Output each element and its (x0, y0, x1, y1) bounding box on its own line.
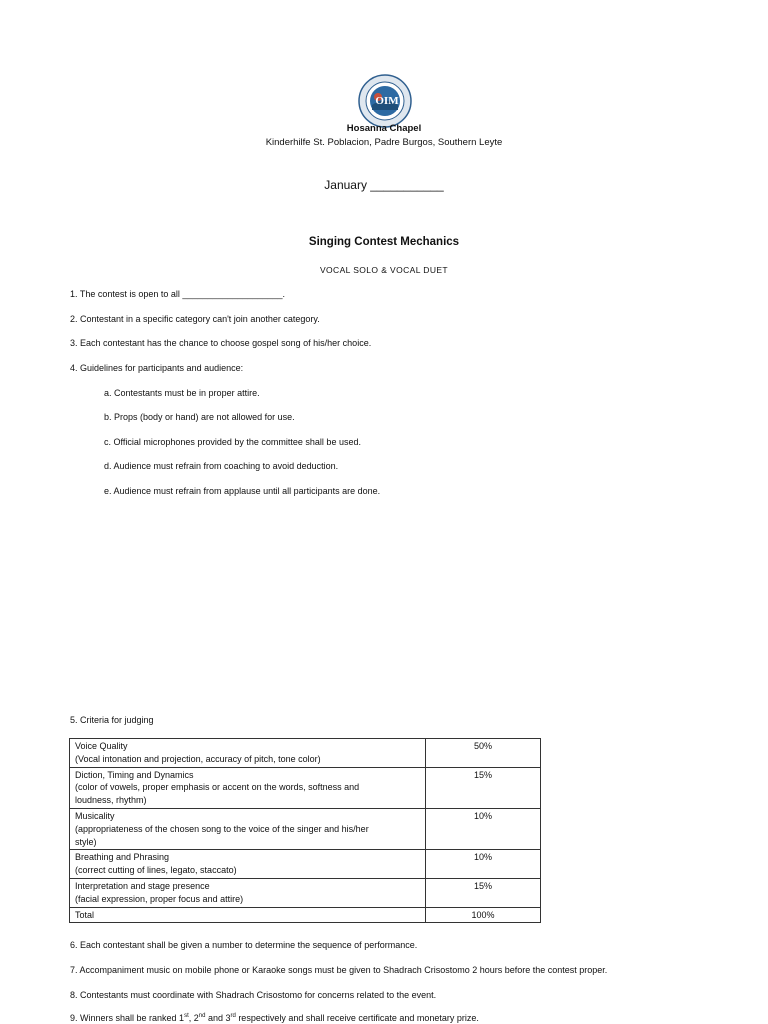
table-row (70, 739, 541, 768)
guideline-item: d. Audience must refrain from coaching to avoid deduction. (104, 461, 339, 471)
criterion-name: Musicality (75, 810, 115, 821)
date-line: January ___________ (324, 178, 444, 192)
rule-item: 7. Accompaniment music on mobile phone or Karaoke songs must be given to Shadrach Crisostomo 2 hours before the contest proper. (70, 965, 608, 975)
ordinal-suffix: nd (198, 1013, 206, 1019)
criterion-weight: 10% (426, 850, 541, 879)
criterion-cell (70, 850, 426, 879)
criteria-table (69, 738, 541, 923)
rule-9-prefix: 9. Winners shall be ranked 1 (70, 1013, 185, 1023)
guideline-item: c. Official microphones provided by the committee shall be used. (104, 437, 361, 447)
criterion-detail: loudness, rhythm) (75, 795, 147, 806)
rule-item: 3. Each contestant has the chance to choose gospel song of his/her choice. (70, 338, 372, 348)
table-row (70, 850, 541, 879)
rule-item: 4. Guidelines for participants and audience: (70, 363, 244, 373)
guideline-item: a. Contestants must be in proper attire. (104, 388, 260, 398)
criterion-weight: 15% (426, 767, 541, 808)
rule-item-9 (70, 1013, 479, 1023)
criterion-name: Interpretation and stage presence (75, 880, 210, 891)
total-weight: 100% (426, 907, 541, 923)
criterion-cell (70, 739, 426, 768)
rule-item: 1. The contest is open to all ____________________. (70, 289, 286, 299)
rule-item: 6. Each contestant shall be given a number to determine the sequence of performance. (70, 940, 418, 950)
criterion-cell (70, 878, 426, 907)
rule-9-suffix: respectively and shall receive certificate and monetary prize. (235, 1013, 479, 1023)
total-label: Total (70, 907, 426, 923)
organization-name: Hosanna Chapel (346, 123, 422, 134)
ordinal-suffix: rd (230, 1013, 236, 1019)
criterion-detail: style) (75, 836, 97, 847)
logo-letters: OIM (375, 95, 399, 107)
criteria-heading: 5. Criteria for judging (70, 715, 154, 725)
criterion-name: Voice Quality (75, 741, 128, 751)
criterion-cell (70, 767, 426, 808)
criterion-detail: (facial expression, proper focus and attire) (75, 893, 244, 904)
criterion-weight: 15% (426, 878, 541, 907)
ordinal-suffix: st (184, 1013, 189, 1019)
guideline-item: e. Audience must refrain from applause until all participants are done. (104, 486, 381, 496)
criterion-detail: (Vocal intonation and projection, accuracy of pitch, tone color) (75, 753, 321, 764)
oim-seal-logo-icon (358, 74, 412, 128)
table-row-total (70, 907, 541, 923)
criterion-detail: (color of vowels, proper emphasis or accent on the words, softness and (75, 782, 360, 793)
criterion-name: Breathing and Phrasing (75, 852, 170, 863)
criterion-cell (70, 808, 426, 849)
organization-address: Kinderhilfe St. Poblacion, Padre Burgos, Southern Leyte (265, 137, 503, 148)
table-row (70, 878, 541, 907)
rule-9-text: and 3 (205, 1013, 231, 1023)
rule-item: 2. Contestant in a specific category can't join another category. (70, 314, 320, 324)
table-row (70, 767, 541, 808)
guideline-item: b. Props (body or hand) are not allowed for use. (104, 412, 295, 422)
rule-9-text: , 2 (188, 1013, 199, 1023)
document-subtitle: VOCAL SOLO & VOCAL DUET (319, 265, 449, 275)
criterion-weight: 50% (426, 739, 541, 768)
criterion-name: Diction, Timing and Dynamics (75, 769, 194, 780)
table-row (70, 808, 541, 849)
criterion-detail: (appropriateness of the chosen song to the voice of the singer and his/her (75, 823, 369, 834)
document-title: Singing Contest Mechanics (308, 236, 460, 248)
criterion-weight: 10% (426, 808, 541, 849)
rule-item: 8. Contestants must coordinate with Shadrach Crisostomo for concerns related to the event. (70, 990, 437, 1000)
criterion-detail: (correct cutting of lines, legato, staccato) (75, 865, 237, 876)
